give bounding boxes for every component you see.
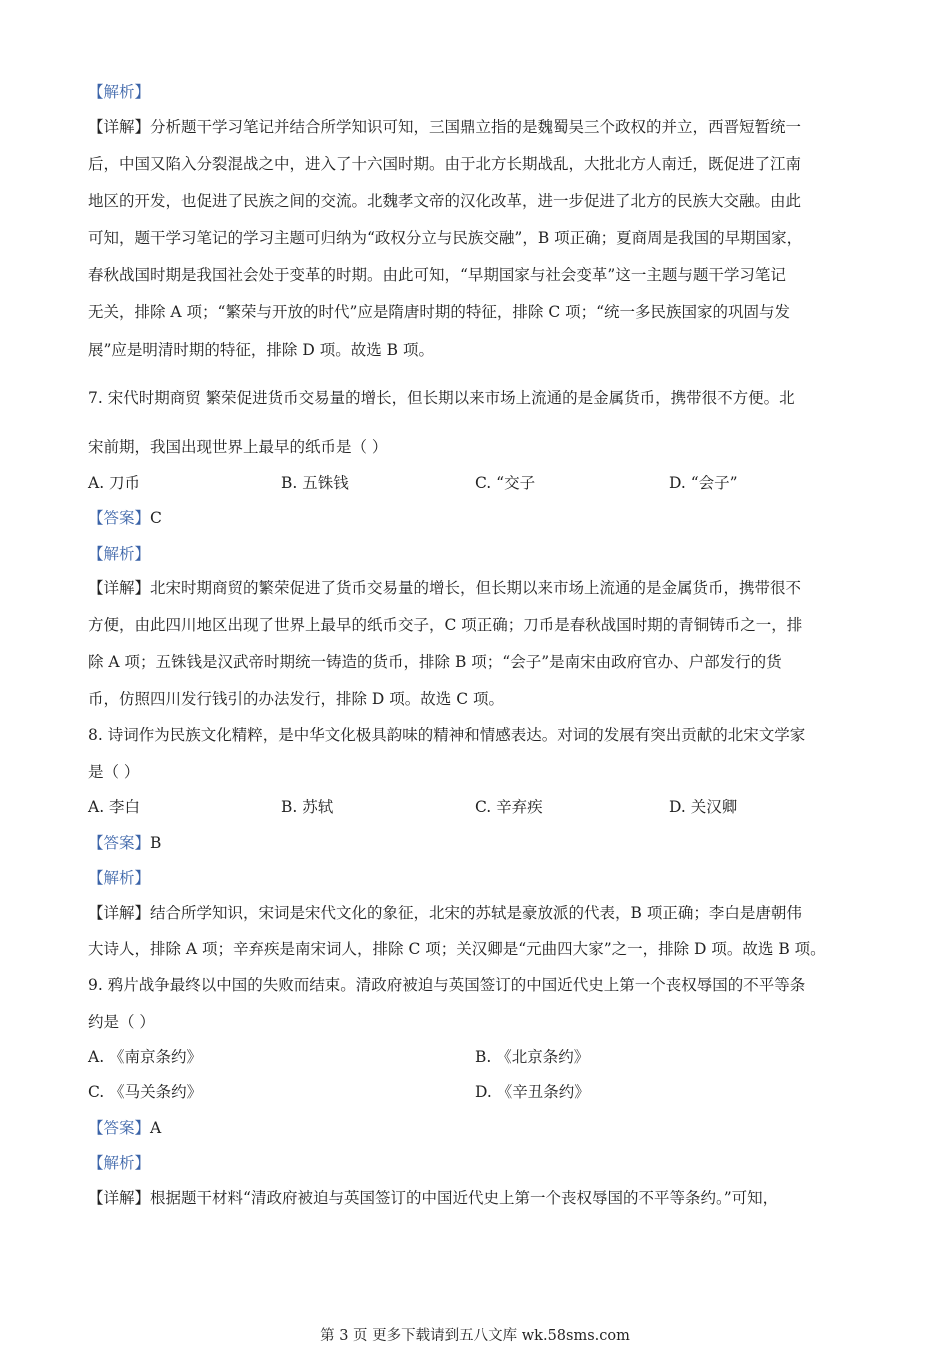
page-footer: 第 3 页 更多下载请到五八文库 wk.58sms.com	[320, 1328, 630, 1344]
detail-paragraph-line: 后，中国又陷入分裂混战之中，进入了十六国时期。由于北方长期战乱，大批北方人南迁，既促进了江南	[88, 155, 802, 173]
answer-tag: 【答案】	[88, 834, 151, 852]
option-d: D. 关汉卿	[669, 798, 738, 816]
question-7-stem: 7. 宋代时期商贸 繁荣促进货币交易量的增长，但长期以来市场上流通的是金属货币，携带很不方便。北	[88, 389, 795, 407]
option-d: D. 《辛丑条约》	[475, 1083, 590, 1101]
detail-paragraph-line	[88, 578, 801, 598]
answer-value: A	[150, 1119, 162, 1137]
question-7-stem: 宋前期，我国出现世界上最早的纸币是（ ）	[88, 438, 388, 456]
detail-paragraph-line: 展”应是明清时期的特征，排除 D 项。故选 B 项。	[88, 341, 434, 359]
option-c: C. 《马关条约》	[88, 1083, 203, 1101]
detail-tag: 【详解】	[88, 579, 151, 597]
answer-value: B	[150, 834, 162, 852]
analysis-tag: 【解析】	[88, 545, 151, 563]
detail-text: 分析题干学习笔记并结合所学知识可知，三国鼎立指的是魏蜀吴三个政权的并立，西晋短暂统一	[150, 118, 802, 136]
option-b: B. 苏轼	[281, 798, 334, 816]
detail-paragraph-line: 春秋战国时期是我国社会处于变革的时期。由此可知，“早期国家与社会变革”这一主题与题干学习笔记	[88, 266, 786, 284]
option-b: B. 《北京条约》	[475, 1048, 590, 1066]
option-a: A. 李白	[88, 798, 141, 816]
answer-line	[88, 833, 161, 853]
detail-paragraph-line: 无关，排除 A 项；“繁荣与开放的时代”应是隋唐时期的特征，排除 C 项；“统一多民族国家的巩固与发	[88, 303, 791, 321]
answer-tag: 【答案】	[88, 1119, 151, 1137]
question-9-stem: 9. 鸦片战争最终以中国的失败而结束。清政府被迫与英国签订的中国近代史上第一个丧权辱国的不平等条	[88, 976, 806, 994]
option-d: D. “会子”	[669, 474, 738, 492]
option-c: C. “交子	[475, 474, 536, 492]
analysis-tag: 【解析】	[88, 83, 151, 101]
question-8-stem: 8. 诗词作为民族文化精粹，是中华文化极具韵味的精神和情感表达。对词的发展有突出贡献的北宋文学家	[88, 726, 806, 744]
detail-tag: 【详解】	[88, 904, 151, 922]
analysis-tag: 【解析】	[88, 869, 151, 887]
detail-paragraph-line: 可知，题干学习笔记的学习主题可归纳为“政权分立与民族交融”，B 项正确；夏商周是我国的早期国家，	[88, 229, 803, 247]
answer-line	[88, 1118, 161, 1138]
detail-paragraph-line: 方便，由此四川地区出现了世界上最早的纸币交子，C 项正确；刀币是春秋战国时期的青铜铸币之一，排	[88, 616, 803, 634]
detail-tag: 【详解】	[88, 118, 151, 136]
answer-value: C	[150, 509, 162, 527]
question-9-stem: 约是（ ）	[88, 1013, 155, 1031]
detail-paragraph-line: 大诗人，排除 A 项；辛弃疾是南宋词人，排除 C 项；关汉卿是“元曲四大家”之一，排除 D 项。故选 B 项。	[88, 940, 826, 958]
detail-paragraph-line: 除 A 项；五铢钱是汉武帝时期统一铸造的货币，排除 B 项；“会子”是南宋由政府官办、户部发行的货	[88, 653, 782, 671]
option-a: A. 《南京条约》	[88, 1048, 203, 1066]
analysis-tag: 【解析】	[88, 1154, 151, 1172]
detail-paragraph-line	[88, 903, 802, 923]
detail-text: 结合所学知识，宋词是宋代文化的象征，北宋的苏轼是豪放派的代表，B 项正确；李白是唐朝伟	[150, 904, 802, 922]
detail-paragraph-line: 币，仿照四川发行钱引的办法发行，排除 D 项。故选 C 项。	[88, 690, 504, 708]
detail-paragraph-line: 地区的开发，也促进了民族之间的交流。北魏孝文帝的汉化改革，进一步促进了北方的民族大交融。由此	[88, 192, 802, 210]
answer-tag: 【答案】	[88, 509, 151, 527]
detail-paragraph-line	[88, 1188, 778, 1208]
detail-paragraph-line	[88, 117, 801, 137]
option-b: B. 五铢钱	[281, 474, 349, 492]
question-8-stem: 是（ ）	[88, 763, 140, 781]
detail-text: 北宋时期商贸的繁荣促进了货币交易量的增长，但长期以来市场上流通的是金属货币，携带很不	[150, 579, 802, 597]
answer-line	[88, 508, 162, 528]
detail-text: 根据题干材料“清政府被迫与英国签订的中国近代史上第一个丧权辱国的不平等条约。”可知，	[150, 1189, 779, 1207]
detail-tag: 【详解】	[88, 1189, 151, 1207]
option-a: A. 刀币	[88, 474, 141, 492]
option-c: C. 辛弃疾	[475, 798, 543, 816]
